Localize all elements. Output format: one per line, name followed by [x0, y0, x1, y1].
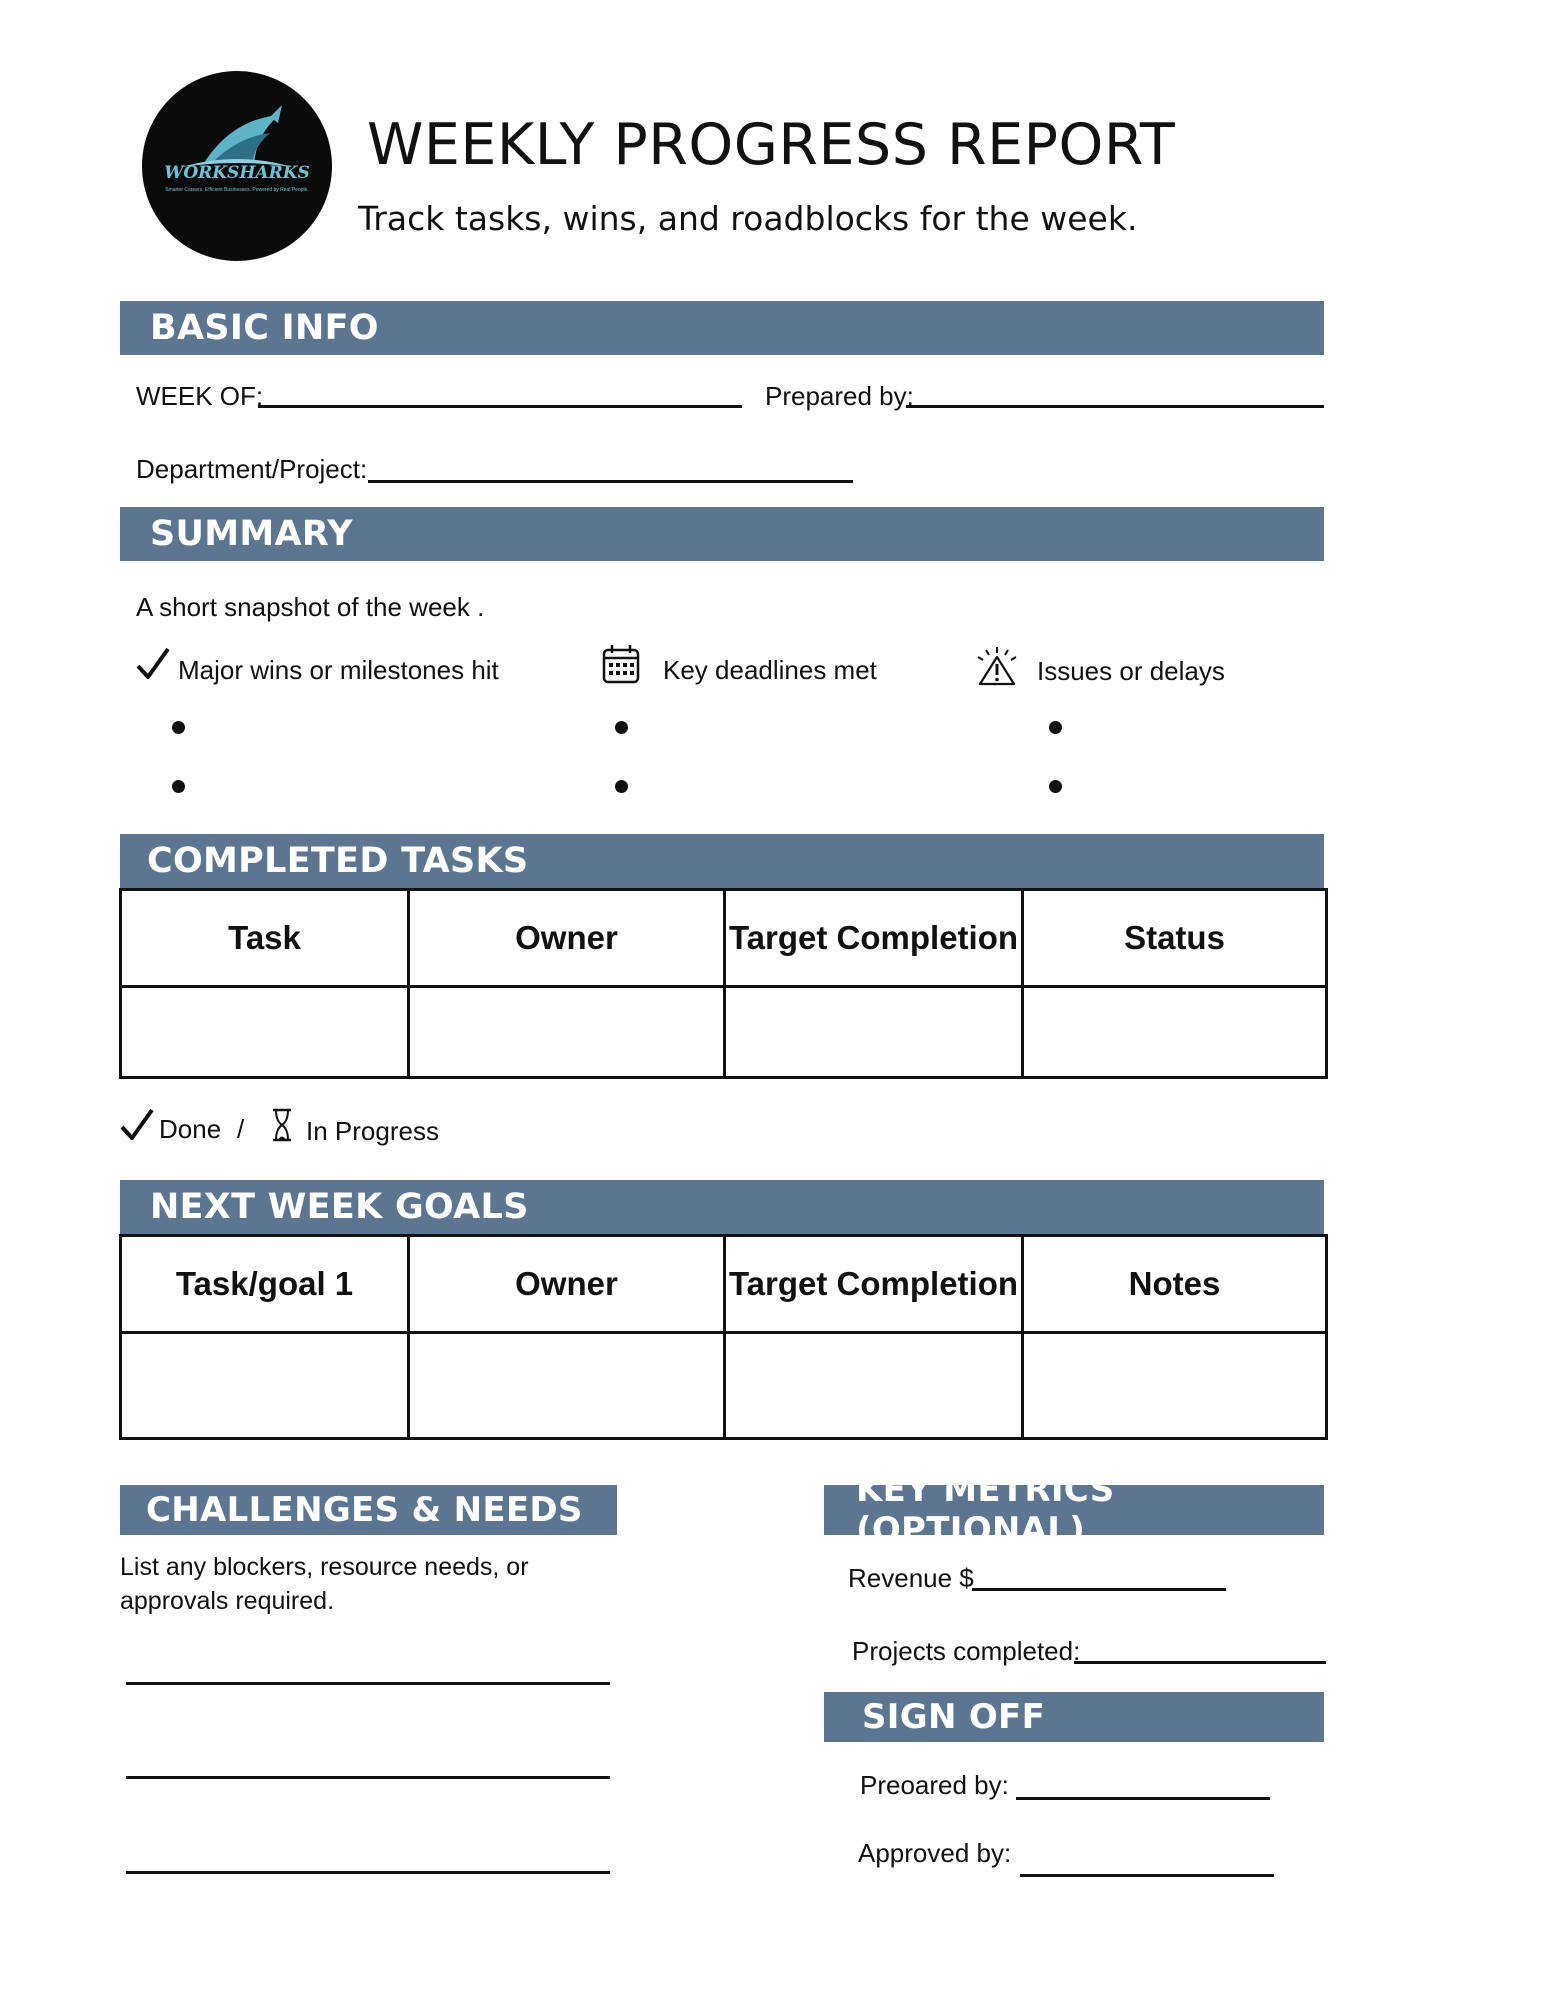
calendar-icon [601, 643, 641, 685]
issues-label: Issues or delays [1037, 656, 1225, 686]
target-completion-cell[interactable] [725, 987, 1023, 1078]
owner-cell[interactable] [409, 987, 725, 1078]
issues-bullet-2 [1049, 780, 1062, 793]
prepared-by-field[interactable] [906, 405, 1324, 408]
deadlines-bullet-1 [615, 721, 628, 734]
hourglass-icon [270, 1107, 294, 1143]
column-header-task: Task [121, 890, 409, 987]
challenges-heading: CHALLENGES & NEEDS [120, 1485, 617, 1535]
wins-bullet-1 [172, 721, 185, 734]
sign-off-heading: SIGN OFF [824, 1692, 1324, 1742]
page-subtitle: Track tasks, wins, and roadblocks for the week. [358, 199, 1138, 238]
wins-bullet-2 [172, 780, 185, 793]
wins-label: Major wins or milestones hit [178, 655, 499, 685]
task-cell[interactable] [121, 987, 409, 1078]
sign-off-prepared-field[interactable] [1016, 1797, 1270, 1800]
completed-tasks-heading: COMPLETED TASKS [120, 834, 1324, 888]
done-checkmark-icon [119, 1107, 155, 1143]
revenue-field[interactable] [972, 1588, 1226, 1591]
summary-intro: A short snapshot of the week . [136, 592, 485, 622]
revenue-label: Revenue $ [848, 1563, 974, 1593]
week-of-field[interactable] [258, 405, 742, 408]
table-header-row [121, 890, 1327, 987]
basic-info-heading: BASIC INFO [120, 301, 1324, 355]
task-goal-cell[interactable] [121, 1333, 409, 1439]
sign-off-prepared-label: Preoared by: [860, 1770, 1009, 1800]
next-week-goals-table [119, 1234, 1328, 1440]
column-header-notes: Notes [1023, 1236, 1327, 1333]
legend-in-progress: In Progress [306, 1116, 439, 1146]
projects-completed-label: Projects completed: [852, 1636, 1081, 1666]
sign-off-approved-label: Approved by: [858, 1838, 1012, 1868]
projects-completed-field[interactable] [1074, 1661, 1326, 1664]
legend-done: Done [159, 1114, 222, 1144]
table-header-row [121, 1236, 1327, 1333]
department-field[interactable] [368, 480, 853, 483]
company-logo [142, 71, 332, 261]
next-week-goals-heading: NEXT WEEK GOALS [120, 1180, 1324, 1234]
challenge-line-1[interactable] [126, 1682, 610, 1685]
notes-cell[interactable] [1023, 1333, 1327, 1439]
column-header-owner: Owner [409, 890, 725, 987]
sign-off-approved-field[interactable] [1020, 1874, 1274, 1877]
deadlines-bullet-2 [615, 780, 628, 793]
deadlines-label: Key deadlines met [663, 655, 877, 685]
column-header-owner: Owner [409, 1236, 725, 1333]
owner-cell[interactable] [409, 1333, 725, 1439]
column-header-task-goal: Task/goal 1 [121, 1236, 409, 1333]
logo-tagline: Smarter Careers. Efficient Businesses. Powered by Real People. [165, 187, 309, 193]
target-completion-cell[interactable] [725, 1333, 1023, 1439]
warning-icon [974, 645, 1020, 687]
challenge-line-2[interactable] [126, 1776, 610, 1779]
status-cell[interactable] [1023, 987, 1327, 1078]
issues-bullet-1 [1049, 721, 1062, 734]
challenge-line-3[interactable] [126, 1871, 610, 1874]
prepared-by-label: Prepared by: [765, 381, 914, 411]
table-row [121, 1333, 1327, 1439]
column-header-status: Status [1023, 890, 1327, 987]
column-header-target-completion: Target Completion [725, 1236, 1023, 1333]
column-header-target-completion: Target Completion [725, 890, 1023, 987]
key-metrics-heading: KEY METRICS (OPTIONAL) [824, 1485, 1324, 1535]
table-row [121, 987, 1327, 1078]
completed-tasks-table [119, 888, 1328, 1079]
logo-wordmark: WORKSHARKS [164, 163, 310, 183]
summary-heading: SUMMARY [120, 507, 1324, 561]
legend-separator: / [237, 1114, 245, 1144]
week-of-label: WEEK OF: [136, 381, 264, 411]
challenges-description: List any blockers, resource needs, or approvals required. [120, 1553, 529, 1615]
page-title: WEEKLY PROGRESS REPORT [367, 112, 1176, 178]
department-label: Department/Project: [136, 454, 368, 484]
checkmark-icon [135, 646, 171, 682]
